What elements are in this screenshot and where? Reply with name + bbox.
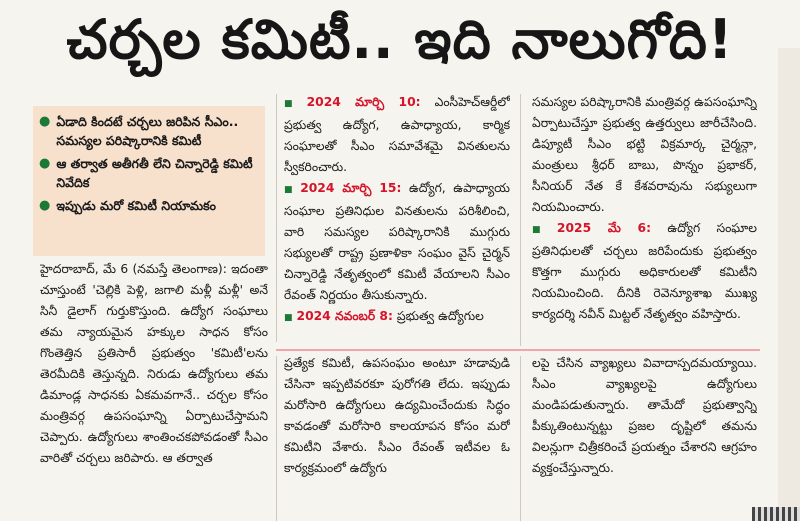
column-divider [276,94,277,342]
timeline-entry [284,178,510,306]
highlight-text: ఇప్పుడు మరో కమిటీ నియామకం [56,198,216,213]
highlights-box [33,106,265,256]
timeline-entry [532,218,757,325]
timeline-text: ప్రభుత్వ ఉద్యోగుల [396,309,484,323]
highlight-item [39,196,259,215]
highlight-item [39,112,259,150]
column-divider [520,94,521,346]
timeline-date: 2024 మార్చి 15: [300,181,402,195]
highlight-text: ఆ తర్వాత అతీగతీ లేని చిన్నారెడ్డి కమిటీ నివేదిక [56,156,253,190]
column-divider [520,356,521,521]
article-paragraph: ప్రత్యేక కమిటీ, ఉపసంఘం అంటూ హడావుడి చేసినా ఇప్పటివరకూ పురోగతి లేదు. ఇప్పుడు మరోసారి ఉద్యోగులు ఉద్యమించేందుకు సిద్ధం కావడంతో మరోసారి కాలయాపన కోసం మరో కమిటీని వేశారు. సీఎం రేవంత్ ఇటీవల ఓ కార్యక్రమంలో ఉద్యోగు [284,356,510,475]
timeline-column-2 [532,92,757,346]
square-icon: ■ [284,313,293,323]
section-separator [276,349,760,351]
bullet-icon: ● [39,114,51,129]
barcode-strip [752,507,800,521]
timeline-date: 2024 మార్చి 10: [306,95,421,109]
bullet-icon: ● [39,156,51,171]
timeline-text: ఎంసీహెచ్ఆర్డీలో ప్రభుత్వ ఉద్యోగ, ఉపాధ్యాయ, కార్మిక సంఘాలతో సీఎం సమావేశమై వినతులను స్వీకరించారు. [284,95,510,174]
timeline-paragraph: సమస్యల పరిష్కారానికి మంత్రివర్గ ఉపసంఘాన్ని ఏర్పాటుచేస్తూ ప్రభుత్వ ఉత్తర్వులు జారీచేసింది. డిప్యూటీ సీఎం భట్టి విక్రమార్క చైర్మన్గా, మంత్రులు శ్రీధర్ బాబు, పొన్నం ప్రభాకర్, సీనియర్ నేత కే కేశవరావును సభ్యులుగా నియమించారు. [532,95,757,214]
article-column-1 [40,259,268,521]
highlight-item [39,154,259,192]
column-divider [276,356,277,521]
timeline-text: ఉద్యోగ, ఉపాధ్యాయ సంఘాల ప్రతినిధుల వినతులను పరిశీలించి, వారి సమస్యల పరిష్కారానికి ముగ్గురు సభ్యులతో రాష్ట్ర ప్రణాళికా సంఘం వైస్ చైర్మన్ చిన్నారెడ్డి నేతృత్వంలో కమిటీ వేయాలని సీఎం రేవంత్ నిర్ణయం తీసుకున్నారు. [284,181,510,302]
article-paragraph: లపై చేసిన వ్యాఖ్యలు వివాదాస్పదమయ్యాయి. సీఎం వ్యాఖ్యలపై ఉద్యోగులు మండిపడుతున్నారు. తామేదో ప్రభుత్వాన్ని పీక్కుతింటున్నట్టు ప్రజల దృష్టిలో తమను విలన్లుగా చిత్రీకరించే ప్రయత్నం చేశారని ఆగ్రహం వ్యక్తంచేస్తున్నారు. [532,356,757,475]
article-paragraph: హైదరాబాద్, మే 6 (నమస్తే తెలంగాణ): ఇదంతా చూస్తుంటే 'చెల్లికి పెళ్లి, జగాలి మళ్లీ మళ్లీ' అనే సినీ డైలాగ్ గుర్తుకొస్తుంది. ఉద్యోగ సంఘాలు తమ న్యాయమైన హక్కుల సాధన కోసం గొంతెత్తిన ప్రతిసారీ ప్రభుత్వం 'కమిటీ'లను తెరమీదికి తెస్తున్నది. నిరుడు ఉద్యోగులు తమ డిమాండ్ల సాధనకు ఏకమవగానే.. చర్చల కోసం మంత్రివర్గ ఉపసంఘాన్ని ఏర్పాటుచేస్తామని చెప్పారు. ఉద్యోగులు శాంతించకపోవడంతో సీఎం వారితో చర్చలు జరిపారు. ఆ తర్వాత [40,262,268,465]
highlight-text: ఏడాది కిందటే చర్చలు జరిపిన సీఎం.. సమస్యల పరిష్కారానికి కమిటీ [56,114,239,148]
headline: చర్చల కమిటీ.. ఇది నాలుగోది! [66,7,734,71]
timeline-entry [284,92,510,178]
timeline-entry [284,306,510,329]
bullet-icon: ● [39,198,51,213]
timeline-text: ఉద్యోగ సంఘాల ప్రతినిధులతో చర్చలు జరిపేందుకు ప్రభుత్వం కొత్తగా ముగ్గురు అధికారులతో కమిటీని నియమించింది. దీనికి రెవెన్యూశాఖ ముఖ్య కార్యదర్శి నవీన్ మిట్టల్ నేతృత్వం వహిస్తారు. [532,221,757,321]
timeline-date: 2025 మే 6: [556,221,652,235]
timeline-column-1 [284,92,510,340]
article-column-3 [532,353,757,503]
square-icon: ■ [284,185,297,195]
square-icon: ■ [284,99,303,109]
article-column-2 [284,353,510,521]
adjacent-page-edge [778,48,800,521]
timeline-date: 2024 నవంబర్ 8: [296,309,393,323]
square-icon: ■ [532,225,553,235]
